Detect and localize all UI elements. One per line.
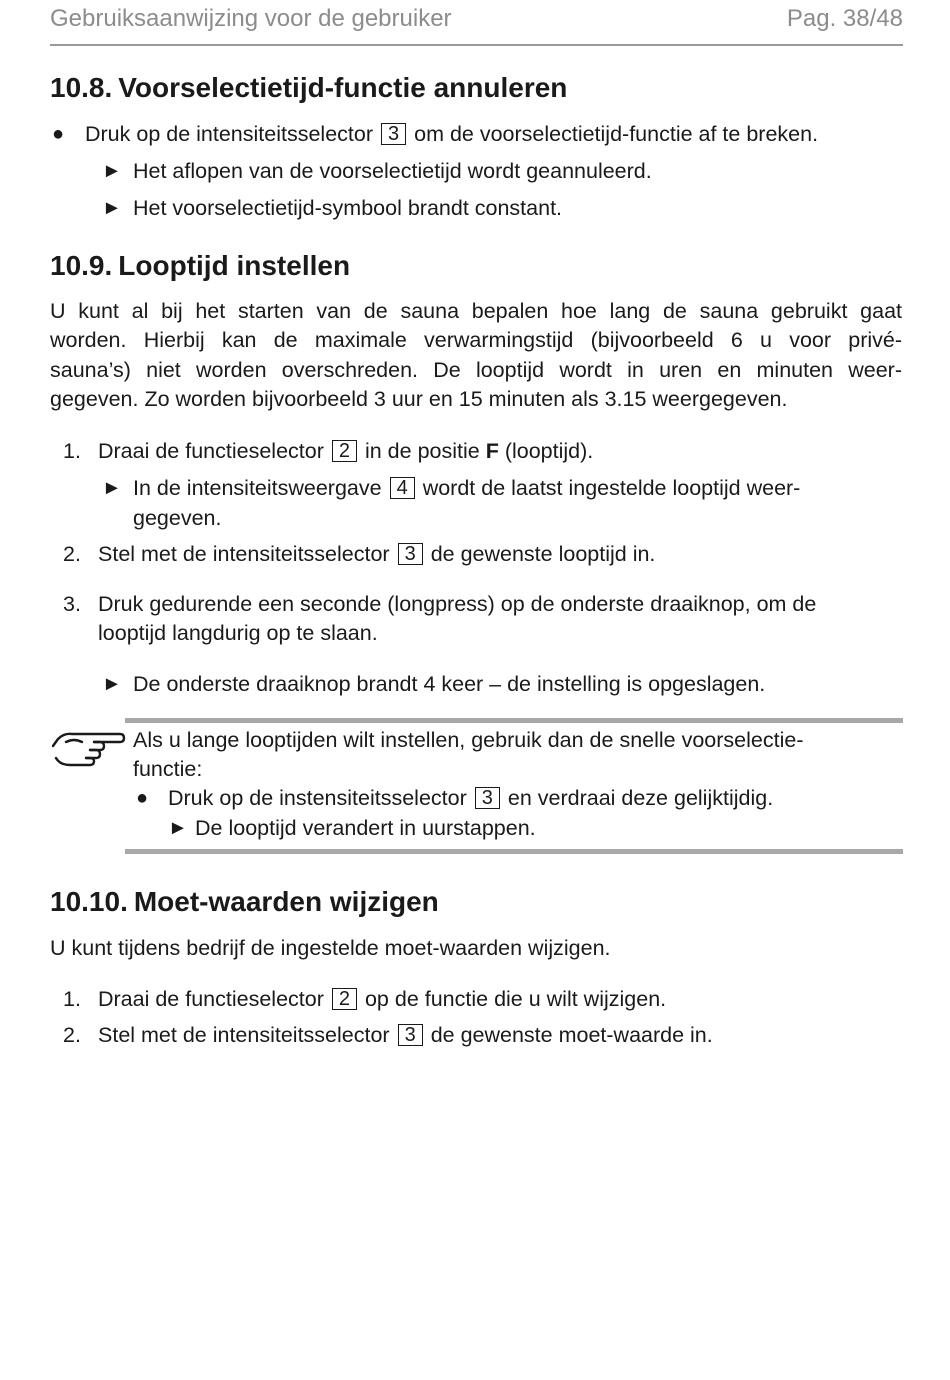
result-text: gegeven. xyxy=(133,506,222,530)
note-text: functie: xyxy=(133,757,203,781)
instruction-text: en verdraai deze gelijktijdig. xyxy=(507,786,774,810)
instruction-text: de gewenste looptijd in. xyxy=(430,542,656,566)
instruction-text: Draai de functieselector xyxy=(98,987,324,1011)
result-text xyxy=(133,474,800,502)
bullet-marker: ● xyxy=(52,123,65,145)
instruction-bullet xyxy=(85,120,818,148)
note-top-rule xyxy=(125,718,903,723)
section-number: 10.9. xyxy=(50,250,113,281)
result-arrow-icon: ► xyxy=(168,817,188,839)
paragraph-line: sauna’s) niet worden overschreden. De looptijd wordt in uren en minuten weer- xyxy=(50,357,902,382)
intro-paragraph: U kunt tijdens bedrijf de ingestelde moet-waarden wijzigen. xyxy=(50,936,611,960)
page-header xyxy=(50,0,903,46)
section-number: 10.10. xyxy=(50,886,128,917)
step-text xyxy=(98,437,593,465)
step-number: 2. xyxy=(63,542,81,566)
result-arrow-icon: ► xyxy=(102,160,122,182)
note-result: De looptijd verandert in uurstappen. xyxy=(195,816,536,840)
reference-box: 3 xyxy=(398,1024,423,1046)
section-title: Voorselectietijd-functie annuleren xyxy=(118,72,568,103)
note-bullet xyxy=(168,784,773,812)
instruction-text: (looptijd). xyxy=(504,439,594,463)
reference-box: 3 xyxy=(381,123,406,145)
step-number: 1. xyxy=(63,439,81,463)
section-heading-10-10 xyxy=(50,886,439,918)
result-arrow-icon: ► xyxy=(102,197,122,219)
reference-box: 4 xyxy=(390,477,415,499)
instruction-text: Stel met de intensiteitsselector xyxy=(98,1023,390,1047)
document-title: Gebruiksaanwijzing voor de gebruiker xyxy=(50,5,452,32)
instruction-text: de gewenste moet-waarde in. xyxy=(430,1023,713,1047)
instruction-text: in de positie xyxy=(364,439,480,463)
reference-box: 2 xyxy=(332,440,357,462)
step-text xyxy=(98,1021,713,1049)
reference-box: 2 xyxy=(332,988,357,1010)
result-arrow-icon: ► xyxy=(102,673,122,695)
result-text-part: wordt de laatst ingestelde looptijd weer- xyxy=(422,476,801,500)
result-text: Het voorselectietijd-symbool brandt constant. xyxy=(133,196,563,220)
reference-box: 3 xyxy=(475,787,500,809)
result-text-part: In de intensiteitsweergave xyxy=(133,476,382,500)
section-number: 10.8. xyxy=(50,72,113,103)
reference-box: 3 xyxy=(398,543,423,565)
instruction-text: op de functie die u wilt wijzigen. xyxy=(364,987,667,1011)
step-number: 2. xyxy=(63,1023,81,1047)
step-text xyxy=(98,540,655,568)
instruction-text: Druk op de intensiteitsselector xyxy=(85,122,374,146)
position-label: F xyxy=(485,439,499,463)
section-heading-10-9 xyxy=(50,250,350,282)
note-text: Als u lange looptijden wilt instellen, gebruik dan de snelle voorselectie- xyxy=(133,728,804,752)
step-text: looptijd langdurig op te slaan. xyxy=(98,621,378,645)
bullet-marker: ● xyxy=(136,787,149,809)
instruction-text: Druk op de instensiteitsselector xyxy=(168,786,467,810)
result-text: Het aflopen van de voorselectietijd wordt geannuleerd. xyxy=(133,159,652,183)
pointing-hand-icon xyxy=(50,724,126,768)
result-arrow-icon: ► xyxy=(102,477,122,499)
result-text: De onderste draaiknop brandt 4 keer – de instelling is opgeslagen. xyxy=(133,672,766,696)
intro-paragraph xyxy=(50,297,902,415)
page-number: Pag. 38/48 xyxy=(786,5,903,32)
section-heading-10-8 xyxy=(50,72,567,104)
paragraph-line: U kunt al bij het starten van de sauna bepalen hoe lang de sauna gebruikt gaat xyxy=(50,299,902,323)
paragraph-line: gegeven. Zo worden bijvoorbeeld 3 uur en 15 minuten als 3.15 weergegeven. xyxy=(50,387,788,412)
section-title: Looptijd instellen xyxy=(118,250,351,281)
step-number: 1. xyxy=(63,987,81,1011)
section-title: Moet-waarden wijzigen xyxy=(133,886,439,917)
step-text: Druk gedurende een seconde (longpress) op de onderste draaiknop, om de xyxy=(98,592,817,616)
instruction-text: om de voorselectietijd-functie af te breken. xyxy=(414,122,819,146)
step-number: 3. xyxy=(63,592,81,616)
instruction-text: Stel met de intensiteitsselector xyxy=(98,542,390,566)
note-bottom-rule xyxy=(125,849,903,854)
step-text xyxy=(98,985,666,1013)
paragraph-line: worden. Hierbij kan de maximale verwarmingstijd (bijvoorbeeld 6 u voor privé- xyxy=(50,328,902,353)
instruction-text: Draai de functieselector xyxy=(98,439,324,463)
